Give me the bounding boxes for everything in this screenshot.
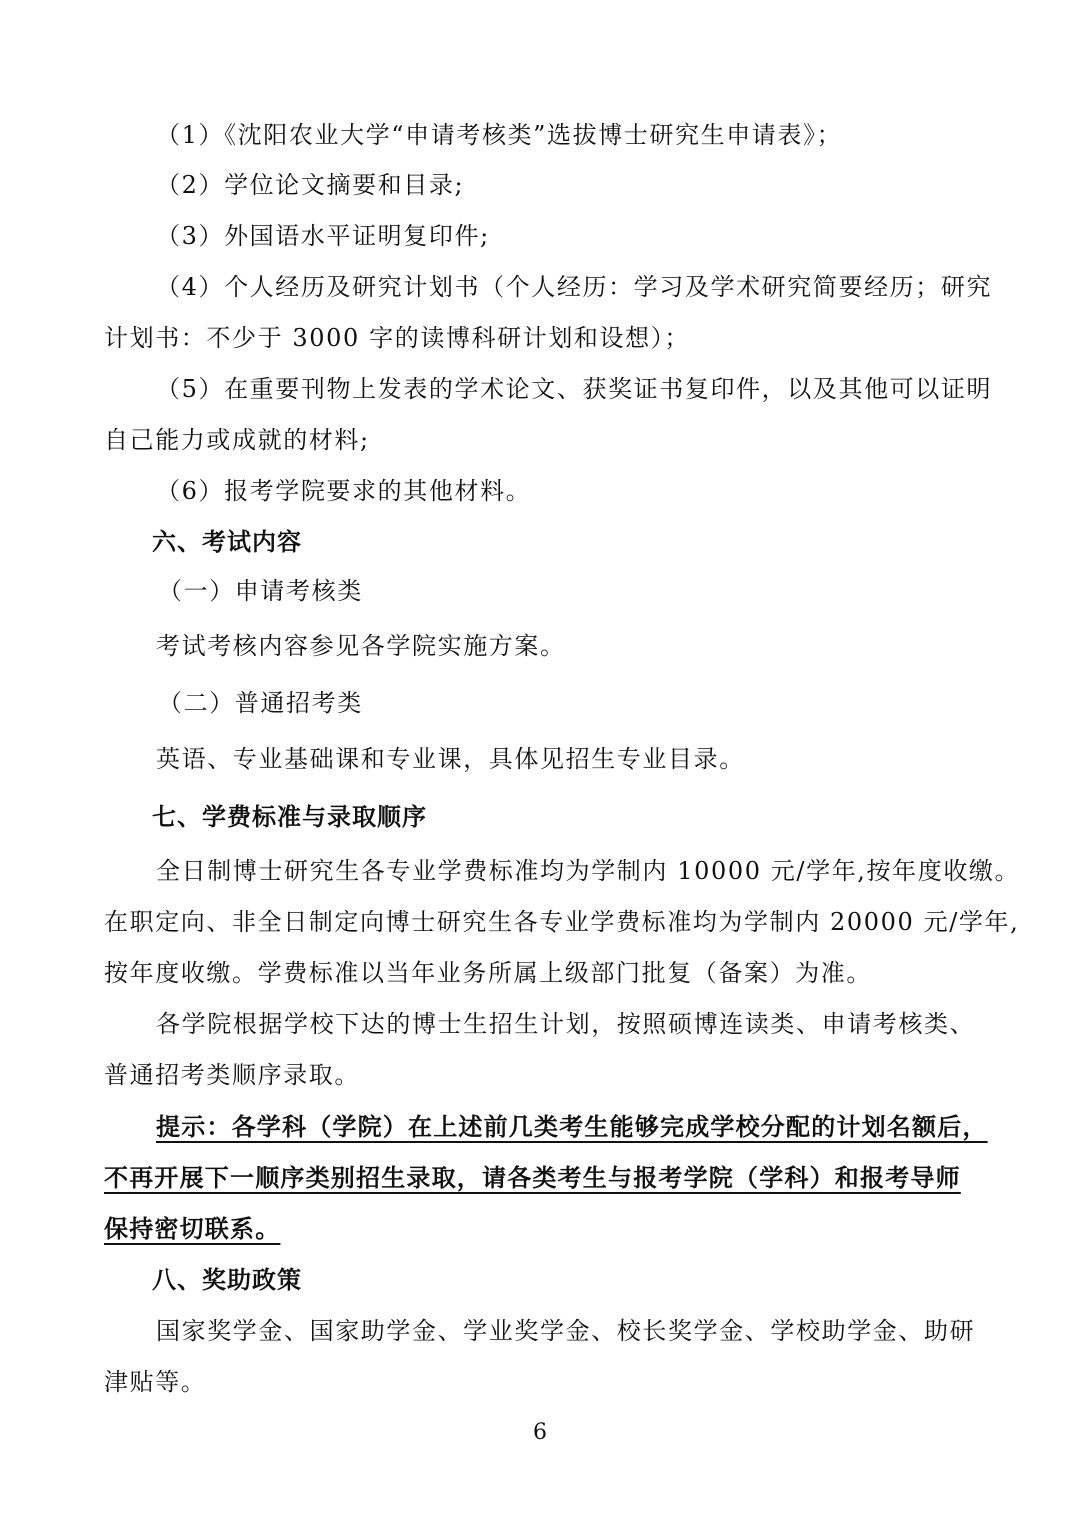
tuition-line-1: 全日制博士研究生各专业学费标准均为学制内 10000 元/学年,按年度收缴。 — [156, 857, 1021, 885]
material-item-2: （2）学位论文摘要和目录; — [156, 171, 465, 199]
material-item-5-line-2: 自己能力或成就的材料; — [104, 426, 370, 454]
admission-order-line-1: 各学院根据学校下达的博士生招生计划，按照硕博连读类、申请考核类、 — [156, 1010, 976, 1038]
paragraph-general-exam: 英语、专业基础课和专业课，具体见招生专业目录。 — [156, 745, 745, 773]
tip-line-1: 提示：各学科（学院）在上述前几类考生能够完成学校分配的计划名额后， — [156, 1113, 988, 1141]
tuition-line-2: 在职定向、非全日制定向博士研究生各专业学费标准均为学制内 20000 元/学年, — [104, 908, 1020, 936]
section-heading-tuition-admission: 七、学费标准与录取顺序 — [152, 803, 427, 831]
subheading-general-exam: （二）普通招考类 — [158, 689, 363, 717]
paragraph-application-assessment: 考试考核内容参见各学院实施方案。 — [156, 632, 566, 660]
material-item-1: （1）《沈阳农业大学“申请考核类”选拔博士研究生申请表》； — [156, 121, 843, 149]
material-item-5-line-1: （5）在重要刊物上发表的学术论文、获奖证书复印件，以及其他可以证明 — [156, 375, 993, 403]
tip-line-3: 保持密切联系。 — [104, 1215, 281, 1243]
material-item-3: （3）外国语水平证明复印件; — [156, 222, 490, 250]
section-heading-exam-content: 六、考试内容 — [152, 528, 302, 556]
tip-line-2: 不再开展下一顺序类别招生录取，请各类考生与报考学院（学科）和报考导师 — [104, 1164, 961, 1192]
material-item-4-line-1: （4）个人经历及研究计划书（个人经历：学习及学术研究简要经历；研究 — [156, 273, 993, 301]
scholarship-line-2: 津贴等。 — [104, 1368, 207, 1396]
material-item-4-line-2: 计划书：不少于 3000 字的读博科研计划和设想）； — [104, 324, 690, 352]
page-number: 6 — [533, 1420, 547, 1445]
admission-order-line-2: 普通招考类顺序录取。 — [104, 1061, 360, 1089]
tuition-line-3: 按年度收缴。学费标准以当年业务所属上级部门批复（备案）为准。 — [104, 959, 872, 987]
subheading-application-assessment: （一）申请考核类 — [158, 577, 363, 605]
material-item-6: （6）报考学院要求的其他材料。 — [156, 477, 532, 505]
section-heading-scholarships: 八、奖助政策 — [152, 1266, 302, 1294]
scholarship-line-1: 国家奖学金、国家助学金、学业奖学金、校长奖学金、学校助学金、助研 — [156, 1317, 976, 1345]
